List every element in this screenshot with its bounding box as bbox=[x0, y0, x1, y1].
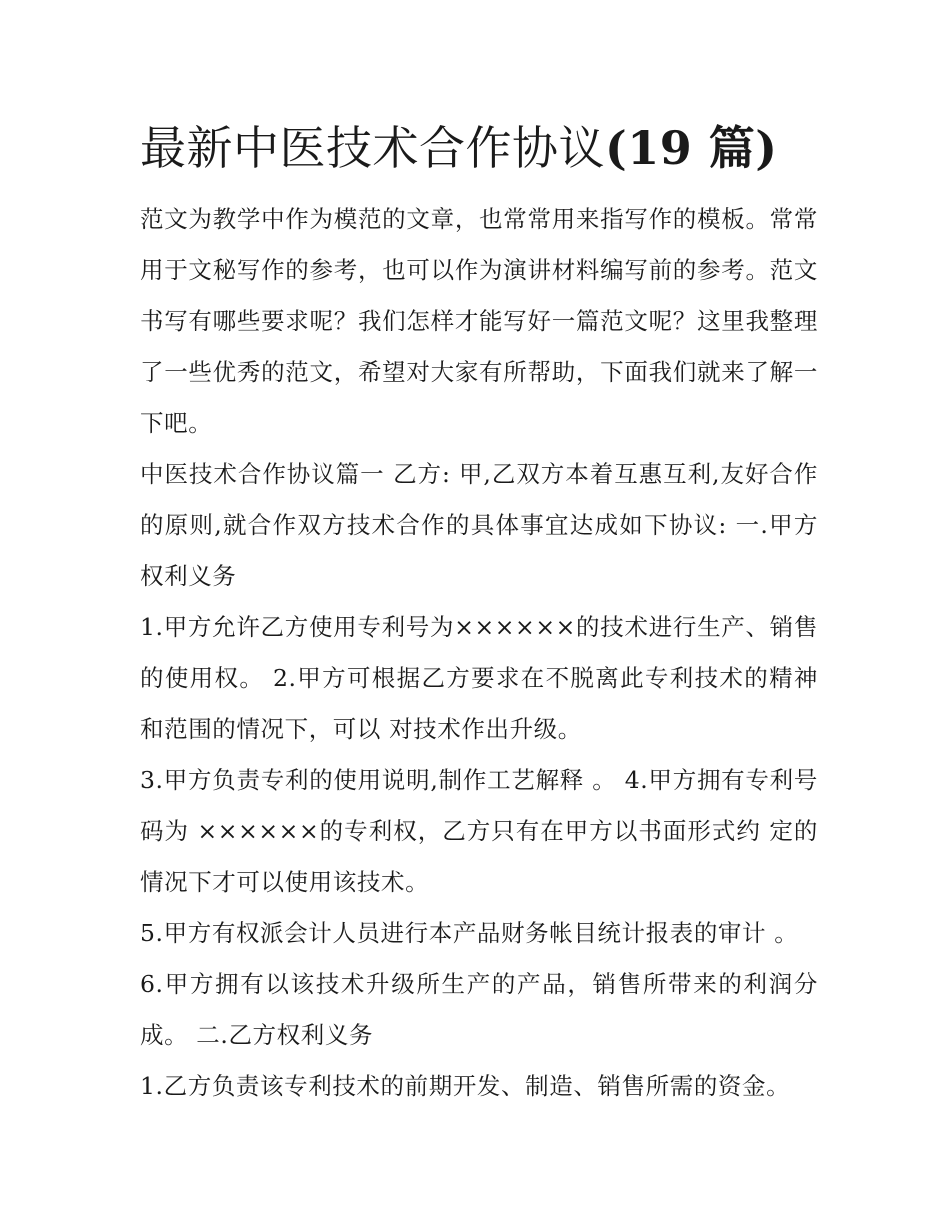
title-count: (19 bbox=[605, 121, 693, 175]
document-title bbox=[140, 112, 818, 184]
document-page bbox=[140, 112, 818, 1112]
intro-paragraph: 范文为教学中作为模范的文章，也常常用来指写作的模板。常常用于文秘写作的参考，也可以作为演讲材料编写前的参考。范文书写有哪些要求呢？我们怎样才能写好一篇范文呢？这里我整理了一些优秀的范文，希望对大家有所帮助，下面我们就来了解一下吧。 bbox=[140, 205, 818, 437]
party-b-clause-1: 1.乙方负责该专利技术的前期开发、制造、销售所需的资金。 bbox=[140, 1072, 791, 1100]
clause-6: 6.甲方拥有以该技术升级所生产的产品，销售所带来的利润分成。 二.乙方权利义务 bbox=[140, 970, 818, 1049]
clause-3-4: 3.甲方负责专利的使用说明,制作工艺解释 。 4.甲方拥有专利号码为 ××××××的专利权，乙方只有在甲方以书面形式约 定的情况下才可以使用该技术。 bbox=[140, 766, 818, 896]
title-unit: 篇) bbox=[692, 121, 778, 175]
title-text: 最新中医技术合作协议 bbox=[140, 121, 605, 175]
clause-5: 5.甲方有权派会计人员进行本产品财务帐目统计报表的审计 。 bbox=[140, 919, 799, 947]
agreement-preamble: 中医技术合作协议篇一 乙方: 甲,乙双方本着互惠互利,友好合作的原则,就合作双方技术合作的具体事宜达成如下协议: 一.甲方权利义务 bbox=[140, 460, 818, 590]
clause-1-2: 1.甲方允许乙方使用专利号为××××××的技术进行生产、销售的使用权。 2.甲方可根据乙方要求在不脱离此专利技术的精神和范围的情况下，可以 对技术作出升级。 bbox=[140, 613, 818, 743]
